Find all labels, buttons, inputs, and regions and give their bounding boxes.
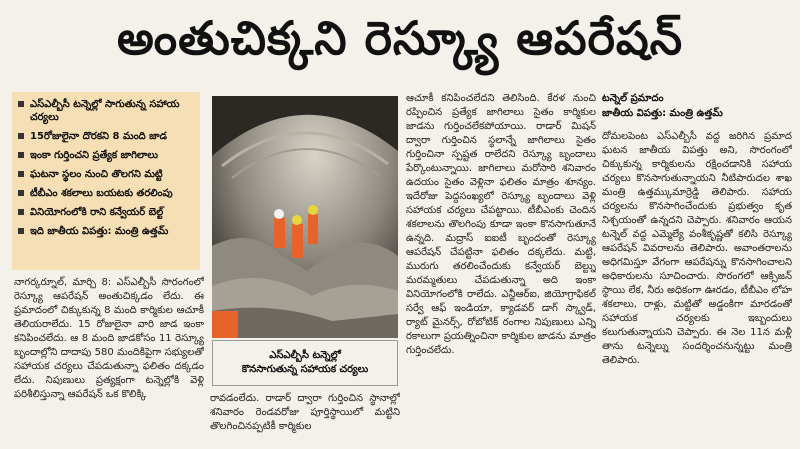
section-subhead: టన్నెల్ ప్రమాదం [602, 93, 664, 104]
bullet-text: టీబీఎం శకలాలు బయటకు తరలింపు [30, 188, 173, 199]
article-text: నాగర్కర్నూల్, మార్చి 8: ఎస్ఎల్బీసీ సొరంగంలో రెస్క్యూ ఆపరేషన్ అంతుచిక్కడం లేదు. ఈ ప్రమాదంలో చిక్కుకున్న 8 మంది కార్మికుల ఆచూకీ తెలియరాలేదు. 15 రోజులైనా వారి జాడ ఇంకా కనిపించలేదు. ఆ 8 మంది జాడకోసం 11 రెస్క్యూ బృందాల్లోని దాదాపు 580 మందికిపైగా సభ్యులతో సహాయక చర్యలు చేపడుతున్నా ఫలితం దక్కడం లేదు. నిపుణులు ప్రత్యక్షంగా టన్నెల్లోకి వెళ్లి పరిశీలిస్తున్నా ఆపరేషన్ ఒక కొలిక్కి [14, 277, 204, 400]
bullet-text: ఘటనా స్థలం నుంచి తొలగని మట్టి [30, 169, 163, 180]
bullet-square-icon [18, 133, 24, 139]
tunnel-photo [212, 96, 398, 338]
section-subhead: జాతీయ విపత్తు: మంత్రి ఉత్తమ్ [602, 108, 723, 119]
caption-line: కొనసాగుతున్న సహాయక చర్యలు [241, 364, 369, 375]
article-text: రావడంలేదు. రాడార్ ద్వారా గుర్తించిన స్థానాల్లో శనివారం రెండవరోజు పూర్తిస్థాయిలో మట్టిని తొలగించినప్పటికీ కార్మికుల [210, 393, 400, 432]
bullet-square-icon [18, 171, 24, 177]
tunnel-rescue-image [212, 96, 398, 338]
bullet-square-icon [18, 228, 24, 234]
bullet-square-icon [18, 190, 24, 196]
caption-line: ఎస్ఎల్బీసీ టన్నెల్లో [269, 350, 341, 361]
bullet-item [18, 187, 194, 200]
bullet-text: ఎస్ఎల్బీసీ టన్నెల్లో సాగుతున్న సహాయ చర్యలు [30, 99, 180, 123]
bullet-square-icon [18, 101, 24, 107]
article-column-2 [210, 392, 400, 444]
bullet-item [18, 225, 194, 238]
headline: అంతుచిక్కని రెస్క్యూ ఆపరేషన్ [116, 11, 683, 65]
bullet-text: ఇంకా గుర్తించని ప్రత్యేక జాగిలాలు [30, 150, 158, 161]
bullet-item [18, 206, 194, 219]
article-column-4 [602, 92, 792, 444]
bullet-item [18, 98, 194, 124]
article-column-1 [14, 276, 204, 444]
bullet-text: 15రోజులైనా దొరకని 8 మంది జాడ [30, 131, 168, 142]
bullet-square-icon [18, 152, 24, 158]
article-column-3 [406, 92, 596, 444]
bullet-text: వినియోగంలోకి రాని కన్వేయర్ బెల్ట్ [30, 207, 164, 218]
bullet-item [18, 130, 194, 143]
photo-caption [212, 340, 398, 386]
bullet-box [12, 92, 200, 270]
bullet-item [18, 149, 194, 162]
article-text: ఆచూకీ కనిపించలేదని తెలిసింది. కేరళ నుంచి రప్పించిన ప్రత్యేక జాగిలాలు సైతం కార్మికుల జాడను గుర్తించలేకపోయాయి. రాడార్ మిషన్ ద్వారా గుర్తించిన స్థలాన్నే జాగిలాలు సైతం గుర్తించినా స్పష్టత రాలేదని రెస్క్యూ బృందాలు పేర్కొంటున్నాయి. జాగిలాలు మరోసారి శనివారం ఉదయం సైతం వెళ్లినా ఫలితం మాత్రం శూన్యం. ఇదేరోజు పెద్దసంఖ్యలో రెస్క్యూ బృందాలు వెళ్లి సహాయక చర్యలు చేపట్టాయి. టీబీఎంకు చెందిన శకలాలను తొలగింపు కూడా ఇంకా కొనసాగుతూనే ఉన్నది. మద్రాస్ ఐఐటీ బృందంతో రెస్క్యూ ఆపరేషన్ చేపట్టినా ఫలితం దక్కలేదు. మట్టి, మురుగు తరలించేందుకు కన్వేయర్ బెల్ట్ను మరమ్మతులు చేపడుతున్నా అది ఇంకా వినియోగంలోకి రాలేదు. ఎన్జీఆర్ఐ, జియోగ్రాఫికల్ సర్వే ఆఫ్ ఇండియా, క్యాడవర్ డాగ్ స్క్వాడ్, ర్యాట్ మైనర్స్, రోబోటిక్ రంగాల నిపుణులు ఎన్ని రకాలుగా ప్రయత్నించినా కార్మికుల జాడను మాత్రం గుర్తించలేదు. [406, 93, 596, 356]
bullet-item [18, 168, 194, 181]
article-text: దోమలపెంట ఎస్ఎల్బీసీ వద్ద జరిగిన ప్రమాద ఘటన జాతీయ విపత్తు అని, సొరంగంలో చిక్కుకున్న కార్మికులను రక్షించడానికి సహాయ చర్యలు కొనసాగుతున్నాయని నీటిపారుదల శాఖ మంత్రి ఉత్తమ్కుమార్రెడ్డి తెలిపారు. సహాయ చర్యలను కొనసాగించేందుకు ప్రభుత్వం కృత నిశ్చయంతో ఉన్నదని చెప్పారు. శనివారం ఆయన టన్నెల్ వద్ద ఎమ్మెల్యే వంశీకృష్ణతో కలిసి రెస్క్యూ ఆపరేషన్ వివరాలను తెలిపారు. అవాంతరాలను అధిగమిస్తూ వేగంగా ఆపరేషన్ను కొనసాగించాలని అధికారులను సూచించారు. సొరంగలో ఆక్సిజన్ స్థాయి లేక, నీరు అధికంగా ఊరడం, టీబీఎం లోహ శకలాలు, రాళ్లు, మట్టితో అడ్డంకిగా మారడంతో సహాయక చర్యలకు ఇబ్బందులు కలుగుతున్నాయని చెప్పారు. ఈ నెల 11న మళ్లీ తాను టన్నెల్ను సందర్శించనున్నట్టు మంత్రి తెలిపారు. [602, 131, 792, 366]
bullet-text: ఇది జాతీయ విపత్తు: మంత్రి ఉత్తమ్ [30, 226, 169, 237]
bullet-square-icon [18, 209, 24, 215]
